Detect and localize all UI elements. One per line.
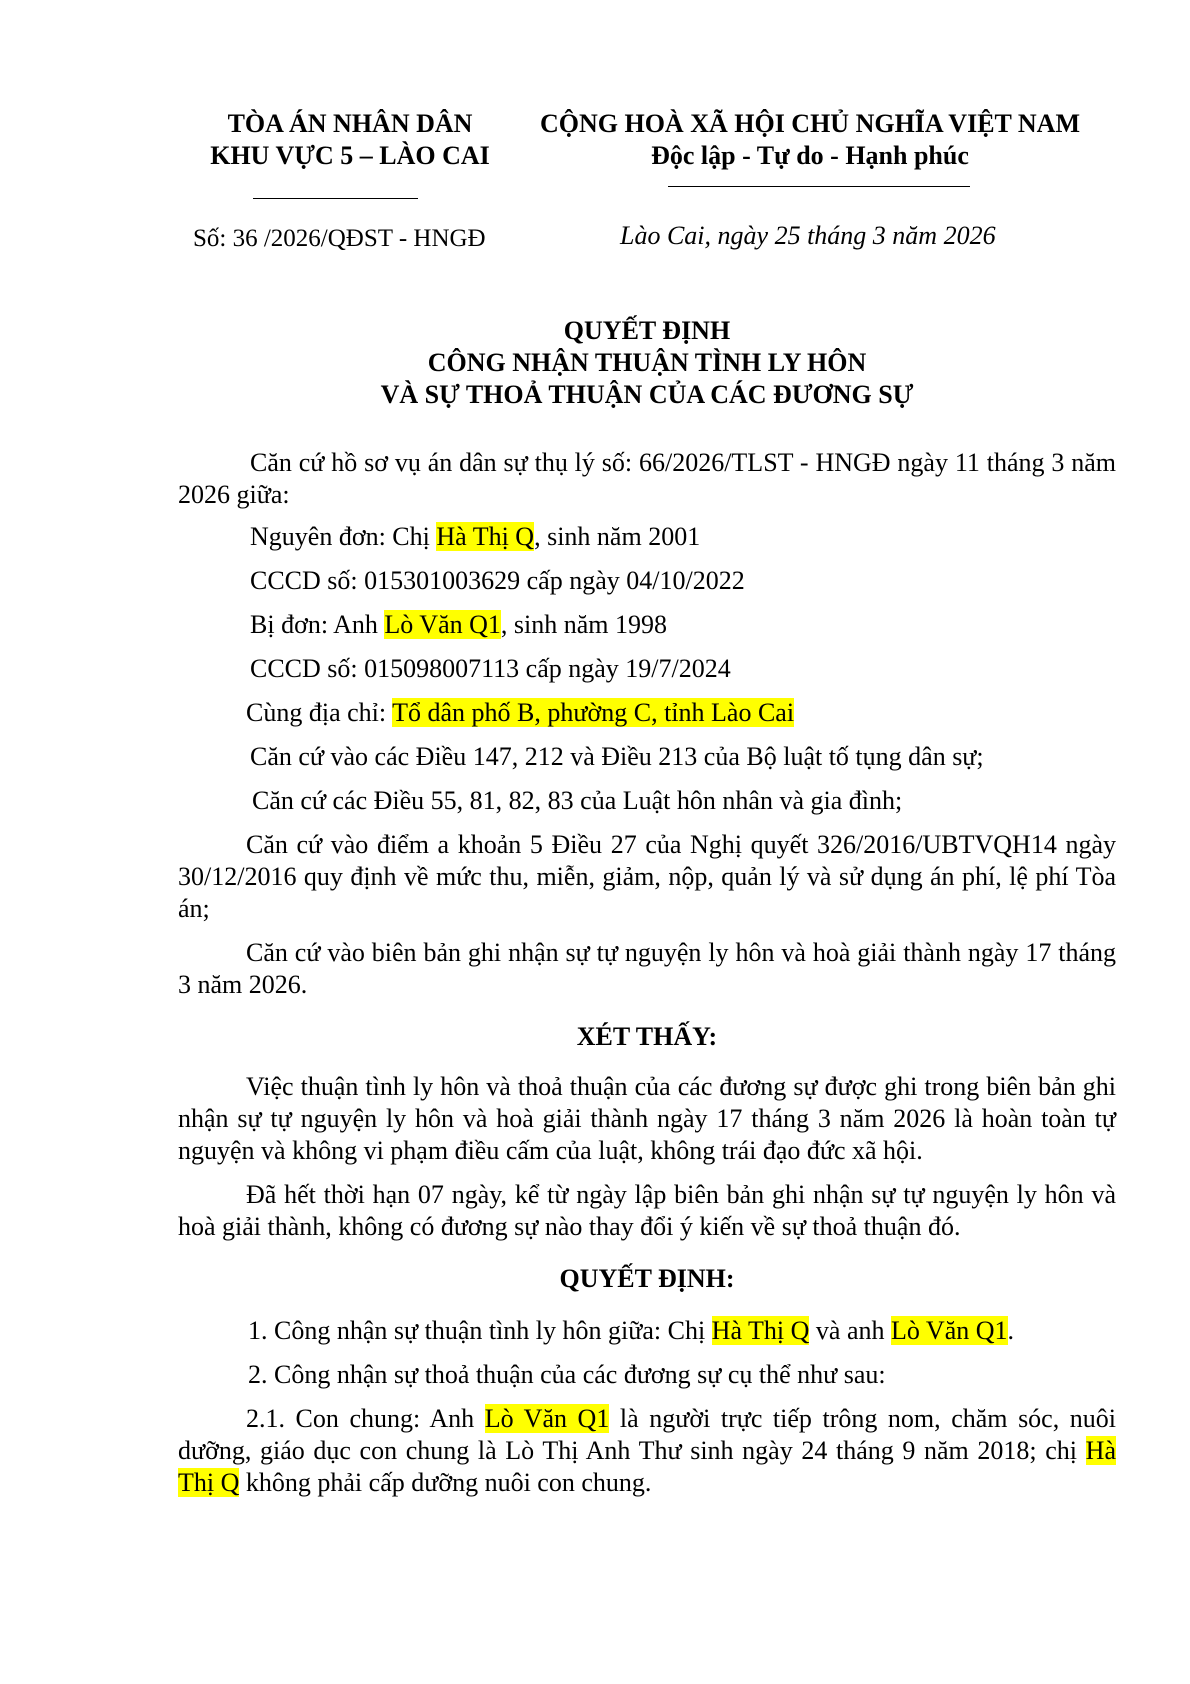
law-basis-2: Căn cứ các Điều 55, 81, 82, 83 của Luật hôn nhân và gia đình; bbox=[252, 786, 903, 815]
document-title bbox=[178, 315, 1116, 411]
decision-item-2: 2. Công nhận sự thoả thuận của các đương sự cụ thể như sau: bbox=[248, 1360, 886, 1389]
defendant-line bbox=[178, 609, 1116, 641]
address-value: Tổ dân phố B, phường C, tỉnh Lào Cai bbox=[392, 698, 795, 727]
plaintiff-prefix: Nguyên đơn: Chị bbox=[250, 522, 437, 551]
item21-prefix: 2.1. Con chung: Anh bbox=[246, 1404, 485, 1433]
decision-heading: QUYẾT ĐỊNH: bbox=[559, 1264, 735, 1293]
findings-paragraph-2: Đã hết thời hạn 07 ngày, kể từ ngày lập biên bản ghi nhận sự tự nguyện ly hôn và hoà giải thành, không có đương sự nào thay đổi ý kiến về sự thoả thuận đó. bbox=[178, 1180, 1116, 1241]
place-and-date: Lào Cai, ngày 25 tháng 3 năm 2026 bbox=[620, 221, 996, 250]
address-prefix: Cùng địa chỉ: bbox=[246, 698, 393, 727]
item21-name-1: Lò Văn Q1 bbox=[484, 1404, 610, 1433]
defendant-suffix: , sinh năm 1998 bbox=[500, 610, 668, 639]
address-line bbox=[178, 697, 1116, 729]
decision-item-2-1 bbox=[178, 1403, 1116, 1499]
court-name-line1: TÒA ÁN NHÂN DÂN bbox=[227, 109, 473, 138]
defendant-name: Lò Văn Q1 bbox=[384, 610, 501, 639]
item1-name-2: Lò Văn Q1 bbox=[891, 1316, 1008, 1345]
court-name-line2: KHU VỰC 5 – LÀO CAI bbox=[210, 141, 490, 170]
court-underline bbox=[253, 198, 418, 199]
title-line3: VÀ SỰ THOẢ THUẬN CỦA CÁC ĐƯƠNG SỰ bbox=[380, 380, 914, 409]
plaintiff-line bbox=[178, 521, 1116, 553]
findings-paragraph-1: Việc thuận tình ly hôn và thoả thuận của các đương sự được ghi trong biên bản ghi nhận sự tự nguyện ly hôn và hoà giải thành ngày 17 tháng 3 năm 2026 là hoàn toàn tự nguyện và không vi phạm điều cấm của luật, không trái đạo đức xã hội. bbox=[178, 1072, 1116, 1165]
item21-mid: là người trực tiếp trông nom, chăm sóc, nuôi dưỡng, giáo dục con chung là Lò Thị Anh Thư sinh ngày 24 tháng 9 năm 2018; chị bbox=[178, 1404, 1117, 1465]
item1-mid: và anh bbox=[809, 1316, 891, 1345]
plaintiff-suffix: , sinh năm 2001 bbox=[534, 522, 701, 551]
defendant-prefix: Bị đơn: Anh bbox=[250, 610, 385, 639]
basis-file-ref: Căn cứ hồ sơ vụ án dân sự thụ lý số: 66/2026/TLST - HNGĐ ngày 11 tháng 3 năm 2026 giữa: bbox=[178, 448, 1116, 509]
court-name bbox=[150, 108, 550, 172]
item21-suffix: không phải cấp dưỡng nuôi con chung. bbox=[239, 1468, 652, 1497]
plaintiff-id: CCCD số: 015301003629 cấp ngày 04/10/2022 bbox=[250, 566, 745, 595]
motto-underline bbox=[668, 186, 970, 187]
plaintiff-name: Hà Thị Q bbox=[436, 522, 535, 551]
item21-name-2: Hà Thị Q bbox=[178, 1436, 1116, 1497]
document-number: Số: 36 /2026/QĐST - HNGĐ bbox=[193, 225, 486, 252]
document-body bbox=[178, 447, 1116, 1499]
defendant-id: CCCD số: 015098007113 cấp ngày 19/7/2024 bbox=[250, 654, 731, 683]
title-line2: CÔNG NHẬN THUẬN TÌNH LY HÔN bbox=[427, 348, 867, 377]
nation-line1: CỘNG HOÀ XÃ HỘI CHỦ NGHĨA VIỆT NAM bbox=[539, 109, 1081, 138]
nation-line2: Độc lập - Tự do - Hạnh phúc bbox=[651, 141, 969, 170]
item1-suffix: . bbox=[1007, 1316, 1015, 1345]
national-motto bbox=[530, 108, 1090, 172]
law-basis-3: Căn cứ vào điểm a khoản 5 Điều 27 của Nghị quyết 326/2016/UBTVQH14 ngày 30/12/2016 quy định về mức thu, miễn, giảm, nộp, quản lý và sử dụng án phí, lệ phí Tòa án; bbox=[178, 830, 1116, 923]
law-basis-1: Căn cứ vào các Điều 147, 212 và Điều 213 của Bộ luật tố tụng dân sự; bbox=[250, 742, 984, 771]
law-basis-4: Căn cứ vào biên bản ghi nhận sự tự nguyện ly hôn và hoà giải thành ngày 17 tháng 3 năm 2026. bbox=[178, 938, 1116, 999]
findings-heading: XÉT THẤY: bbox=[576, 1022, 718, 1051]
title-line1: QUYẾT ĐỊNH bbox=[563, 316, 731, 345]
decision-item-1 bbox=[178, 1315, 1116, 1347]
item1-name-1: Hà Thị Q bbox=[711, 1316, 810, 1345]
item1-prefix: 1. Công nhận sự thuận tình ly hôn giữa: Chị bbox=[248, 1316, 712, 1345]
